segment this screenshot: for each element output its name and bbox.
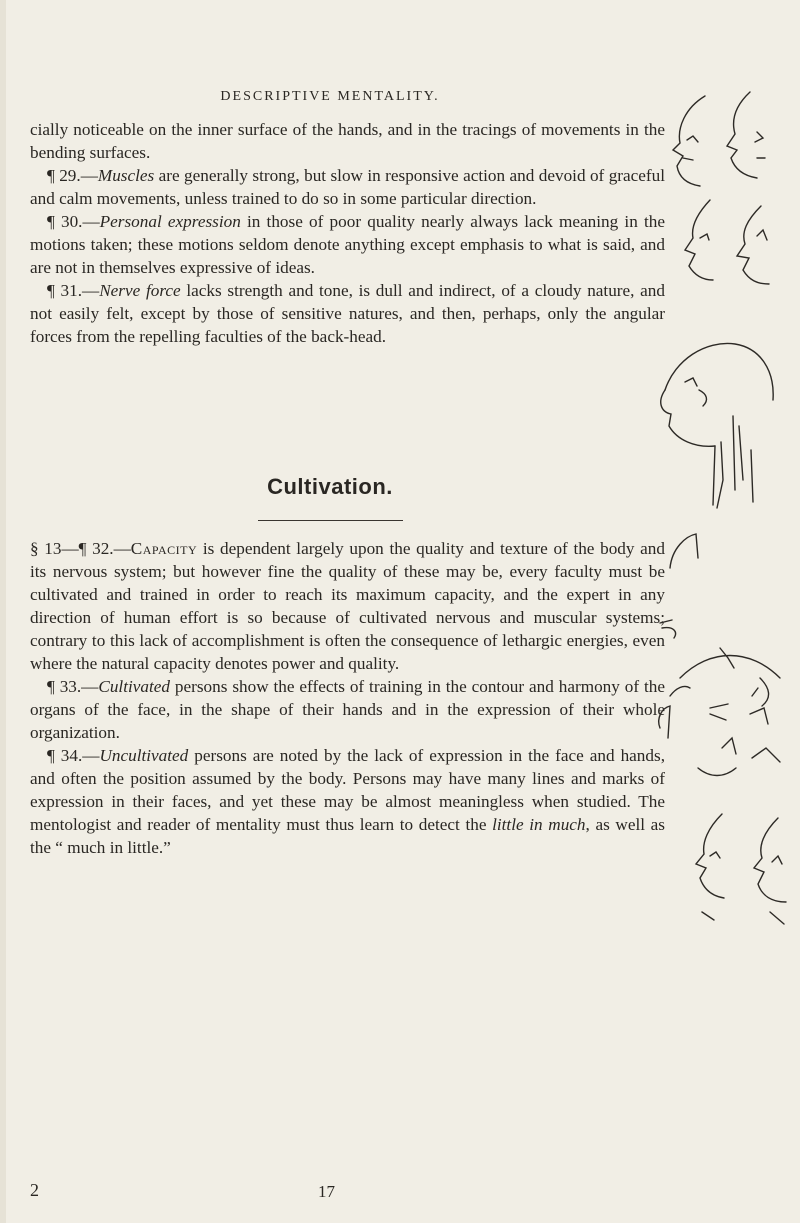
paragraph-text: in those of poor quality nearly always lack meaning in the motions taken; these motions seldom denote anything except emphasis to what is said, and are not in themselves expressive of ideas. <box>30 212 665 277</box>
paragraph-mark: ¶ 30.— <box>47 212 100 231</box>
paragraph-text: lacks strength and tone, is dull and indirect, of a cloudy nature, and not easily felt, except by those of sensitive natures, and then, perhaps, only the angular forces from the repelling faculties of the back-head. <box>30 281 665 346</box>
paragraph-29 <box>30 164 665 210</box>
paragraph-term: Cultivated <box>98 677 170 696</box>
paragraph-text: , as well as the “ much in little.” <box>30 815 665 857</box>
text-block-upper <box>30 118 665 348</box>
face-sketch-illustration <box>640 528 800 788</box>
paragraph-text: persons are noted by the lack of expression in the face and hands, and often the position assumed by the body. Persons may have many lines and marks of expression in their faces, and yet these may be almost meaningless when studied. The mentologist and reader of mentality must thus learn to detect the <box>30 746 665 834</box>
running-head: DESCRIPTIVE MENTALITY. <box>220 89 440 104</box>
paragraph-term: Capacity <box>130 539 198 558</box>
paragraph-term: Personal expression <box>99 212 241 231</box>
folio-left: 2 <box>30 1180 39 1200</box>
paragraph-31 <box>30 279 665 348</box>
paragraph-33 <box>30 675 665 744</box>
paragraph-34 <box>30 744 665 859</box>
paragraph-text: are generally strong, but slow in responsive action and devoid of graceful and calm movements, unless trained to do so in some particular direction. <box>30 166 665 208</box>
page-gutter <box>0 0 6 1223</box>
head-sketch-illustration <box>655 330 795 515</box>
paragraph-mark: ¶ 31.— <box>47 281 100 300</box>
paragraph-text: persons show the effects of training in the contour and harmony of the organs of the face, in the shape of their hands and in the expression of their whole organization. <box>30 677 665 742</box>
section-heading: Cultivation. <box>267 474 393 499</box>
face-profile-illustrations-top <box>665 88 800 328</box>
paragraph-term: Nerve force <box>99 281 181 300</box>
paragraph-term: Muscles <box>97 166 155 185</box>
heading-rule <box>258 520 403 521</box>
paragraph-continuation: cially noticeable on the inner surface of the hands, and in the tracings of movements in the bending surfaces. <box>30 120 665 162</box>
paragraph-32 <box>30 537 665 675</box>
folio-right: 17 <box>318 1182 335 1201</box>
paragraph-30 <box>30 210 665 279</box>
paragraph-term: Uncultivated <box>99 746 189 765</box>
paragraph-mark: ¶ 33.— <box>47 677 99 696</box>
text-block-lower <box>30 537 665 859</box>
paragraph-mark: ¶ 29.— <box>47 166 98 185</box>
paragraph-emphasis: little in much <box>492 815 586 834</box>
paragraph-mark: § 13—¶ 32.— <box>30 539 131 558</box>
paragraph-mark: ¶ 34.— <box>47 746 100 765</box>
paragraph-text: is dependent largely upon the quality and texture of the body and its nervous system; but however fine the quality of these may be, every faculty must be cultivated and trained in order to reach its maximum capacity, and the expert in any direction of human effort is so because of cultivated nervous and muscular systems; contrary to this lack of accomplishment is often the consequence of lethargic energies, even where the natural capacity denotes power and quality. <box>30 539 665 673</box>
face-profile-illustrations-bottom <box>692 812 800 932</box>
